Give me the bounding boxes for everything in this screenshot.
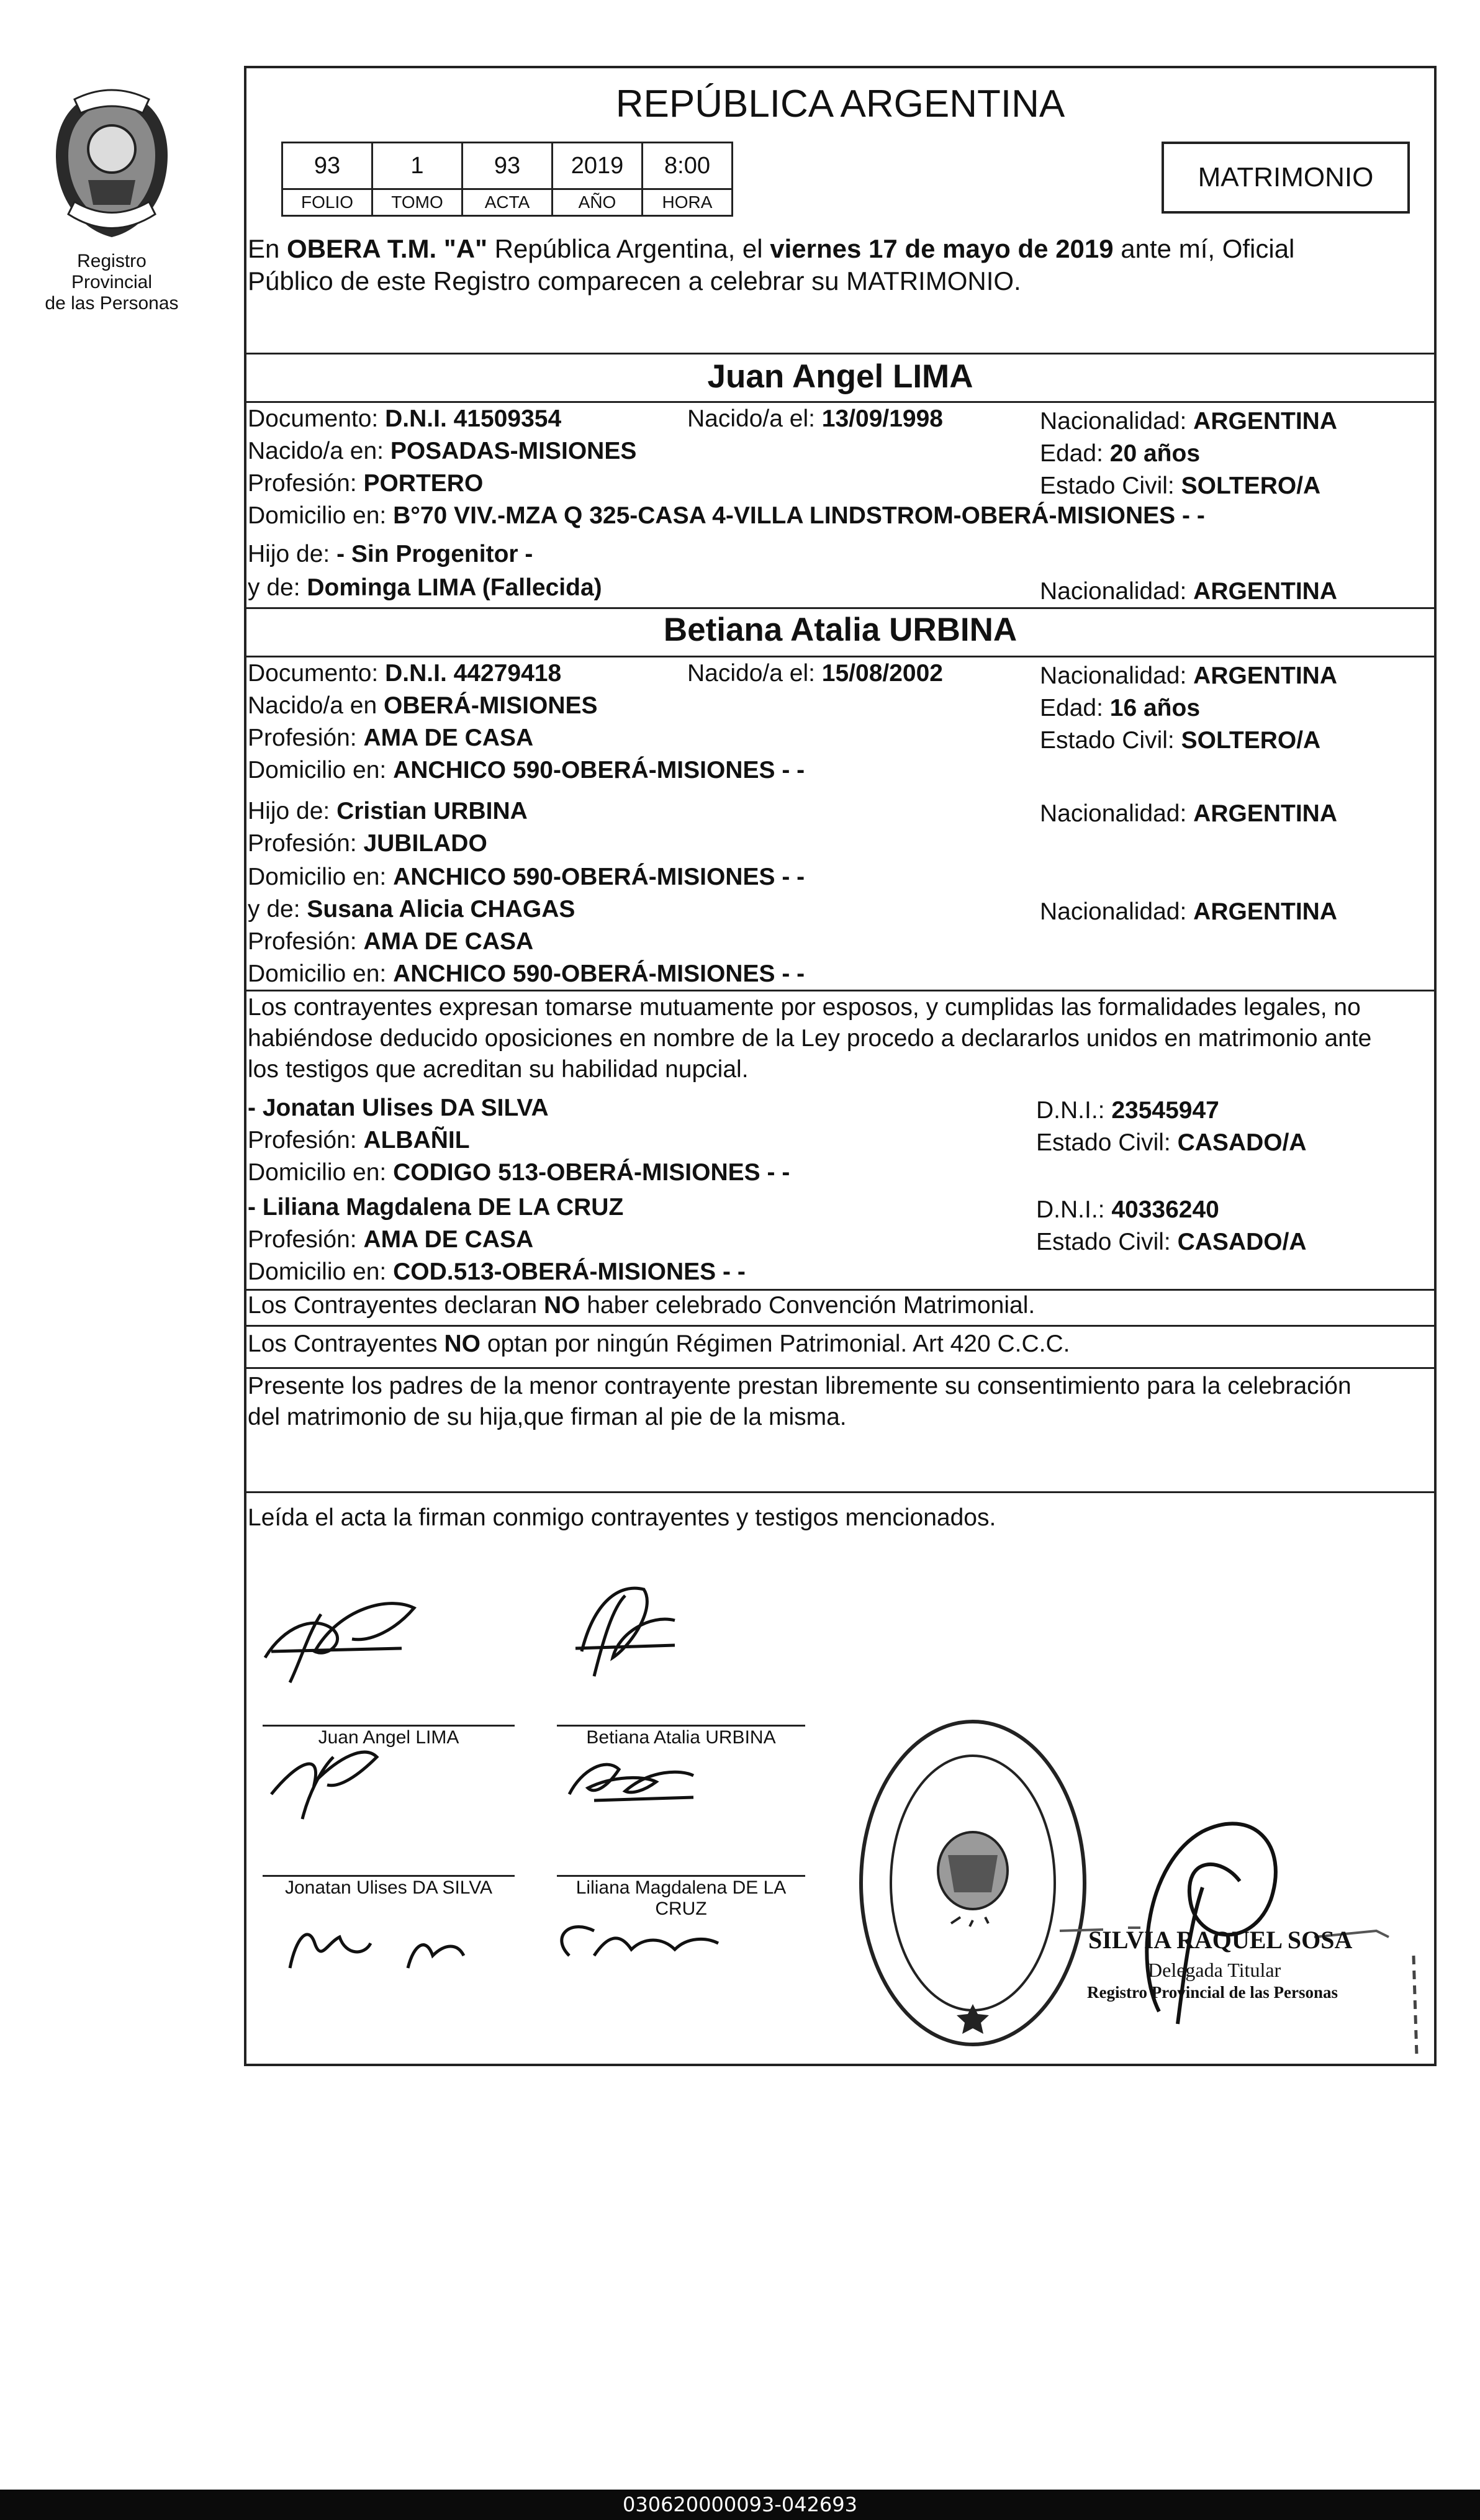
spouse1-birthplace: Nacido/a en: POSADAS-MISIONES [248, 438, 637, 464]
spouse2-father-nationality: Nacionalidad: ARGENTINA [1040, 800, 1338, 827]
spouse2-mother-profession: Profesión: AMA DE CASA [248, 928, 534, 955]
signature-caption-witness2: Liliana Magdalena DE LA CRUZ [575, 1877, 787, 1919]
consent-line-1: Presente los padres de la menor contrayente prestan libremente su consentimiento para la celebración [248, 1373, 1351, 1399]
acta-label: ACTA [463, 189, 553, 216]
witness1-profession: Profesión: ALBAÑIL [248, 1127, 470, 1154]
tomo-label: TOMO [372, 189, 463, 216]
divider [246, 656, 1434, 657]
document-id-footer: 030620000093-042693 [0, 2490, 1480, 2520]
spouse1-mother-nationality: Nacionalidad: ARGENTINA [1040, 578, 1338, 605]
witness2-dni: D.N.I.: 40336240 [1036, 1196, 1219, 1223]
spouse2-father: Hijo de: Cristian URBINA [248, 798, 528, 824]
witness1-dni: D.N.I.: 23545947 [1036, 1097, 1219, 1124]
acta-value: 93 [463, 143, 553, 189]
logo-caption: Registro Provincial de las Personas [45, 251, 179, 314]
divider [246, 607, 1434, 609]
spouse1-address: Domicilio en: B°70 VIV.-MZA Q 325-CASA 4-VILLA LINDSTROM-OBERÁ-MISIONES - - [248, 502, 1205, 529]
spouse2-mother-nationality: Nacionalidad: ARGENTINA [1040, 898, 1338, 925]
spouse2-mother: y de: Susana Alicia CHAGAS [248, 896, 575, 923]
signature-caption-witness1: Jonatan Ulises DA SILVA [284, 1877, 493, 1898]
spouse2-civil-status: Estado Civil: SOLTERO/A [1040, 727, 1321, 754]
divider [246, 990, 1434, 991]
divider [246, 1491, 1434, 1493]
tomo-value: 1 [372, 143, 463, 189]
spouse2-birthdate: Nacido/a el: 15/08/2002 [687, 660, 943, 687]
provincial-emblem-icon [50, 87, 174, 242]
spouse1-profession: Profesión: PORTERO [248, 470, 484, 497]
divider [246, 1367, 1434, 1369]
convention-statement: Los Contrayentes declaran NO haber celebrado Convención Matrimonial. [248, 1292, 1036, 1319]
signature-line [263, 1875, 515, 1877]
signature-line [557, 1725, 805, 1727]
signature-line [263, 1725, 515, 1727]
intro-line-2: Público de este Registro comparecen a celebrar su MATRIMONIO. [248, 266, 1021, 296]
official-name: SILVIA RAQUEL SOSA [1088, 1926, 1353, 1954]
certificate-frame [244, 66, 1437, 2066]
closing-statement: Leída el acta la firman conmigo contrayentes y testigos mencionados. [248, 1504, 996, 1531]
witness2-civil-status: Estado Civil: CASADO/A [1036, 1229, 1307, 1255]
divider [246, 401, 1434, 403]
hora-label: HORA [643, 189, 733, 216]
spouse2-birthplace: Nacido/a en OBERÁ-MISIONES [248, 692, 598, 719]
official-signature-icon [1054, 1788, 1426, 2061]
folio-value: 93 [282, 143, 372, 189]
witness2-address: Domicilio en: COD.513-OBERÁ-MISIONES - - [248, 1258, 746, 1285]
witness2-profession: Profesión: AMA DE CASA [248, 1226, 534, 1253]
witness1-address: Domicilio en: CODIGO 513-OBERÁ-MISIONES - - [248, 1159, 790, 1186]
spouse2-profession: Profesión: AMA DE CASA [248, 725, 534, 751]
spouse1-age: Edad: 20 años [1040, 440, 1201, 467]
spouse1-birthdate: Nacido/a el: 13/09/1998 [687, 405, 943, 432]
witness1-civil-status: Estado Civil: CASADO/A [1036, 1129, 1307, 1156]
spouse2-father-address: Domicilio en: ANCHICO 590-OBERÁ-MISIONES - - [248, 864, 805, 890]
spouse2-nationality: Nacionalidad: ARGENTINA [1040, 662, 1338, 689]
divider [246, 1289, 1434, 1291]
regime-statement: Los Contrayentes NO optan por ningún Régimen Patrimonial. Art 420 C.C.C. [248, 1330, 1070, 1357]
official-organization: Registro Provincial de las Personas [1087, 1983, 1338, 2002]
spouse2-age: Edad: 16 años [1040, 695, 1201, 721]
divider [246, 353, 1434, 355]
anio-value: 2019 [553, 143, 643, 189]
declaration-line-2: habiéndose deducido oposiciones en nombre de la Ley procedo a declararlos unidos en matrimonio ante [248, 1025, 1372, 1052]
divider [246, 1325, 1434, 1327]
declaration-line-1: Los contrayentes expresan tomarse mutuamente por esposos, y cumplidas las formalidades legales, no [248, 994, 1361, 1021]
spouse1-nationality: Nacionalidad: ARGENTINA [1040, 408, 1338, 435]
registry-table [281, 142, 733, 217]
spouse1-father: Hijo de: - Sin Progenitor - [248, 541, 533, 567]
declaration-line-3: los testigos que acreditan su habilidad nupcial. [248, 1056, 749, 1083]
registry-logo [37, 87, 186, 314]
intro-line-1: En OBERA T.M. "A" República Argentina, el viernes 17 de mayo de 2019 ante mí, Oficial [248, 234, 1295, 263]
folio-label: FOLIO [282, 189, 372, 216]
consent-line-2: del matrimonio de su hija,que firman al pie de la misma. [248, 1404, 847, 1430]
witness1-name: - Jonatan Ulises DA SILVA [248, 1095, 549, 1121]
official-title: Delegada Titular [1148, 1959, 1281, 1981]
signature-caption-spouse2: Betiana Atalia URBINA [586, 1727, 776, 1748]
hora-value: 8:00 [643, 143, 733, 189]
anio-label: AÑO [553, 189, 643, 216]
spouse2-father-profession: Profesión: JUBILADO [248, 830, 487, 857]
spouse2-name: Betiana Atalia URBINA [663, 612, 1018, 648]
spouse2-document: Documento: D.N.I. 44279418 [248, 660, 562, 687]
signature-line [557, 1875, 805, 1877]
witness2-name: - Liliana Magdalena DE LA CRUZ [248, 1194, 624, 1221]
spouse2-address: Domicilio en: ANCHICO 590-OBERÁ-MISIONES - - [248, 757, 805, 784]
spouse1-civil-status: Estado Civil: SOLTERO/A [1040, 472, 1321, 499]
signature-caption-spouse1: Juan Angel LIMA [318, 1727, 459, 1748]
spouse2-mother-address: Domicilio en: ANCHICO 590-OBERÁ-MISIONES - - [248, 960, 805, 987]
spouse1-mother: y de: Dominga LIMA (Fallecida) [248, 574, 602, 601]
document-title: REPÚBLICA ARGENTINA [615, 83, 1065, 125]
document-type-box: MATRIMONIO [1162, 142, 1410, 214]
spouse1-name: Juan Angel LIMA [707, 358, 973, 395]
spouse1-document: Documento: D.N.I. 41509354 [248, 405, 562, 432]
